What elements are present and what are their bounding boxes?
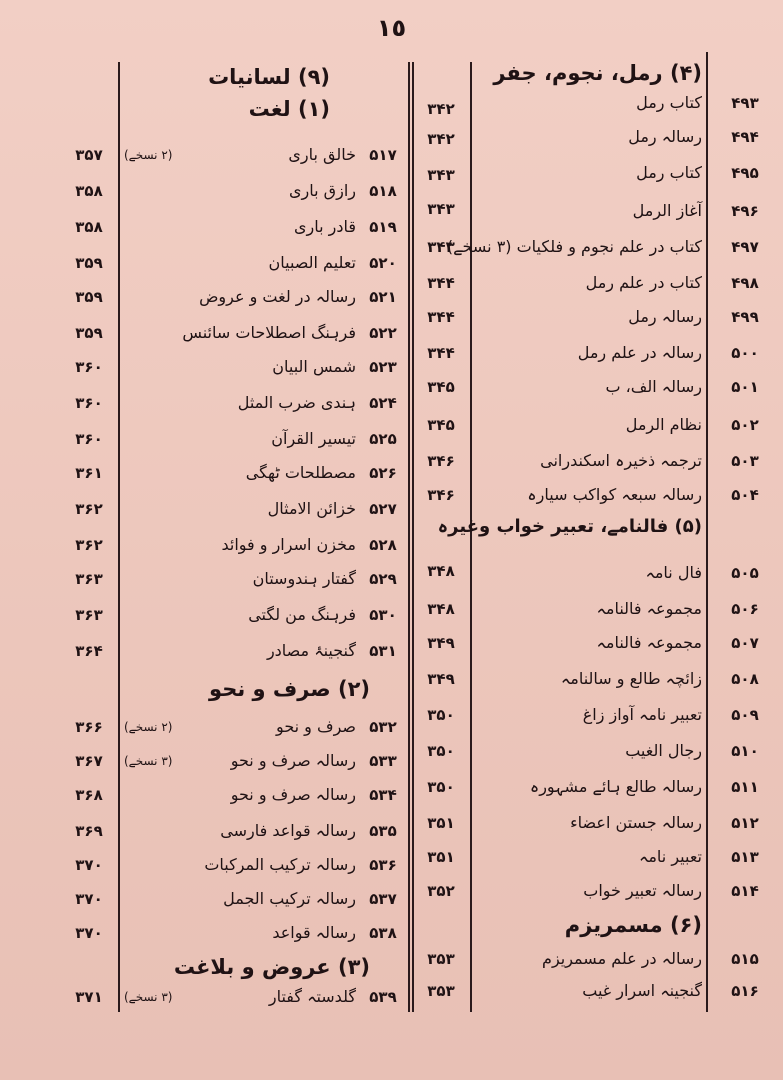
column-rule [408, 62, 410, 1012]
entry-title: کتاب در علم رمل [585, 273, 702, 292]
entry-number: ۵۱۸ [369, 182, 397, 200]
entry-number: ۵۳۴ [369, 786, 397, 804]
entry-number: ۵۱۲ [731, 814, 759, 832]
entry-number: ۴۹۵ [731, 164, 759, 182]
page-ref: ۳۵۱ [427, 848, 455, 866]
entry-number: ۵۳۶ [369, 856, 397, 874]
entry-number: ۵۲۶ [369, 464, 397, 482]
page-ref: ۳۶۳ [75, 570, 103, 588]
entry-title: رسالہ طالع ہائے مشہورہ [529, 777, 702, 796]
entry-title: نظام الرمل [625, 415, 702, 434]
section-heading-mesmerism: (۶) مسمریزم [564, 913, 702, 937]
entry-number: ۵۲۵ [369, 430, 397, 448]
entry-number: ۵۰۴ [731, 486, 759, 504]
page-ref: ۳۶۰ [75, 430, 103, 448]
entry-title: تعبیر نامہ [638, 847, 702, 866]
subsection-heading-lughat: (۱) لغت [248, 97, 330, 121]
entry-title: تعلیم الصبیان [268, 253, 356, 272]
page-ref: ۳۷۰ [75, 924, 103, 942]
entry-title: کتاب رمل [636, 163, 702, 182]
page-ref: ۳۴۹ [427, 634, 455, 652]
entry-title: رجال الغیب [625, 741, 702, 760]
page-ref: ۳۴۸ [427, 562, 455, 580]
page-ref: ۳۴۲ [427, 130, 455, 148]
entry-title: رسالہ رمل [628, 307, 702, 326]
entry-note: (۲ نسخے) [124, 148, 173, 162]
entry-title: شمس البیان [272, 357, 356, 376]
entry-number: ۵۱۹ [369, 218, 397, 236]
column-rule [706, 52, 708, 1012]
section-heading-falname: (۵) فالنامے، تعبیر خواب وغیرہ [437, 516, 702, 537]
entry-title: رسالہ در لغت و عروض [199, 287, 356, 306]
entry-number: ۵۲۴ [369, 394, 397, 412]
entry-title: رسالہ قواعد فارسی [220, 821, 356, 840]
entry-title: رسالہ سبعہ کواکب سیارہ [527, 485, 702, 504]
entry-note: (۲ نسخے) [124, 720, 173, 734]
page-ref: ۳۷۰ [75, 890, 103, 908]
entry-number: ۵۱۶ [731, 982, 759, 1000]
entry-number: ۵۲۹ [369, 570, 397, 588]
page-ref: ۳۴۳ [427, 166, 455, 184]
page-ref: ۳۵۹ [75, 288, 103, 306]
page-ref: ۳۵۸ [75, 218, 103, 236]
entry-number: ۵۲۱ [369, 288, 397, 306]
page-ref: ۳۵۹ [75, 254, 103, 272]
entry-number: ۵۲۲ [369, 324, 397, 342]
page-ref: ۳۶۲ [75, 536, 103, 554]
page-ref: ۳۴۵ [427, 416, 455, 434]
entry-number: ۵۰۷ [731, 634, 759, 652]
entry-title: خزائن الامثال [267, 499, 356, 518]
page-ref: ۳۴۵ [427, 378, 455, 396]
entry-number: ۵۳۷ [369, 890, 397, 908]
entry-title: رسالہ صرف و نحو [230, 751, 356, 770]
entry-number: ۵۳۰ [369, 606, 397, 624]
entry-number: ۵۰۰ [731, 344, 759, 362]
entry-number: ۵۲۷ [369, 500, 397, 518]
page-ref: ۳۵۸ [75, 182, 103, 200]
entry-number: ۵۳۵ [369, 822, 397, 840]
entry-number: ۵۰۲ [731, 416, 759, 434]
entry-title: رسالہ ترکیب المرکبات [204, 855, 356, 874]
page-ref: ۳۶۲ [75, 500, 103, 518]
page-ref: ۳۴۸ [427, 600, 455, 618]
entry-number: ۵۳۱ [369, 642, 397, 660]
entry-title: گفتار ہندوستان [252, 569, 356, 588]
entry-number: ۵۳۲ [369, 718, 397, 736]
section-heading-lisaniyat: (۹) لسانیات [208, 65, 330, 89]
page-ref: ۳۶۹ [75, 822, 103, 840]
page-ref: ۳۴۳ [427, 200, 455, 218]
page-ref: ۳۴۹ [427, 670, 455, 688]
page-ref: ۳۶۰ [75, 358, 103, 376]
entry-number: ۵۳۳ [369, 752, 397, 770]
column-rule [118, 62, 120, 1012]
entry-title: صرف و نحو [276, 717, 356, 736]
entry-number: ۵۱۵ [731, 950, 759, 968]
entry-number: ۵۰۶ [731, 600, 759, 618]
entry-title: فرہنگ اصطلاحات سائنس [182, 323, 356, 342]
entry-number: ۵۲۰ [369, 254, 397, 272]
page-ref: ۳۴۶ [427, 486, 455, 504]
entry-number: ۴۹۸ [731, 274, 759, 292]
page-ref: ۳۴۴ [427, 344, 455, 362]
page-ref: ۳۴۴ [427, 308, 455, 326]
entry-title: کتاب در علم نجوم و فلکیات (۳ نسخے) [446, 237, 702, 256]
entry-number: ۵۰۵ [731, 564, 759, 582]
entry-title: ہندی ضرب المثل [237, 393, 356, 412]
entry-title: زائچہ طالع و سالنامہ [560, 669, 702, 688]
page-ref: ۳۶۱ [75, 464, 103, 482]
page-number: ١٥ [376, 14, 407, 42]
entry-title: رسالہ جستن اعضاء [570, 813, 702, 832]
entry-number: ۴۹۹ [731, 308, 759, 326]
page-ref: ۳۶۴ [75, 642, 103, 660]
entry-number: ۵۰۹ [731, 706, 759, 724]
entry-number: ۵۱۱ [731, 778, 759, 796]
page-ref: ۳۶۳ [75, 606, 103, 624]
page-ref: ۳۴۳ [427, 238, 455, 256]
entry-title: خالق باری [288, 145, 356, 164]
page-ref: ۳۴۲ [427, 100, 455, 118]
entry-title: آغاز الرمل [632, 201, 702, 220]
entry-title: گنجینہ اسرار غیب [582, 981, 702, 1000]
entry-note: (۳ نسخے) [124, 754, 173, 768]
entry-number: ۵۱۰ [731, 742, 759, 760]
entry-title: گنجینۂ مصادر [266, 641, 356, 660]
page-ref: ۳۶۷ [75, 752, 103, 770]
entry-number: ۵۲۳ [369, 358, 397, 376]
section-heading-ramal: (۴) رمل، نجوم، جفر [493, 61, 702, 85]
page-ref: ۳۵۹ [75, 324, 103, 342]
entry-title: رسالہ در علم مسمریزم [542, 949, 702, 968]
subsection-heading-aruz: (۳) عروض و بلاغت [173, 955, 370, 979]
page-ref: ۳۷۰ [75, 856, 103, 874]
entry-number: ۵۱۴ [731, 882, 759, 900]
entry-title: ترجمہ ذخیرہ اسکندرانی [540, 451, 702, 470]
entry-title: مصطلحات ٹھگی [245, 463, 356, 482]
entry-title: رسالہ ترکیب الجمل [223, 889, 356, 908]
page-ref: ۳۵۰ [427, 706, 455, 724]
entry-title: فرہنگ من لگتی [248, 605, 356, 624]
entry-title: فال نامہ [645, 563, 702, 582]
entry-number: ۵۱۳ [731, 848, 759, 866]
page-ref: ۳۶۰ [75, 394, 103, 412]
entry-title: رسالہ رمل [628, 127, 702, 146]
page-ref: ۳۷۱ [75, 988, 103, 1006]
page-ref: ۳۵۲ [427, 882, 455, 900]
entry-number: ۵۰۳ [731, 452, 759, 470]
page-ref: ۳۵۳ [427, 950, 455, 968]
entry-number: ۵۲۸ [369, 536, 397, 554]
page-ref: ۳۴۶ [427, 452, 455, 470]
entry-title: مجموعہ فالنامہ [596, 599, 702, 618]
entry-note: (۳ نسخے) [124, 990, 173, 1004]
entry-title: رسالہ صرف و نحو [230, 785, 356, 804]
subsection-heading-sarf: (۲) صرف و نحو [209, 677, 370, 701]
entry-title: رسالہ الف، ب [605, 377, 702, 396]
page-ref: ۳۶۶ [75, 718, 103, 736]
page-ref: ۳۴۴ [427, 274, 455, 292]
entry-title: کتاب رمل [636, 93, 702, 112]
entry-title: رسالہ در علم رمل [577, 343, 702, 362]
entry-number: ۵۰۸ [731, 670, 759, 688]
entry-title: رازق باری [289, 181, 356, 200]
entry-title: رسالہ تعبیر خواب [583, 881, 702, 900]
entry-title: گلدستہ گفتار [268, 987, 356, 1006]
entry-title: مخزن اسرار و فوائد [221, 535, 356, 554]
page-ref: ۳۵۰ [427, 742, 455, 760]
entry-number: ۵۱۷ [369, 146, 397, 164]
entry-number: ۵۳۸ [369, 924, 397, 942]
entry-title: قادر باری [293, 217, 356, 236]
entry-number: ۵۰۱ [731, 378, 759, 396]
page-ref: ۳۵۷ [75, 146, 103, 164]
page-ref: ۳۶۸ [75, 786, 103, 804]
entry-title: مجموعہ فالنامہ [596, 633, 702, 652]
entry-number: ۴۹۴ [731, 128, 759, 146]
entry-title: تیسیر القرآن [271, 429, 356, 448]
page-ref: ۳۵۳ [427, 982, 455, 1000]
page-ref: ۳۵۰ [427, 778, 455, 796]
entry-title: رسالہ قواعد [272, 923, 356, 942]
entry-number: ۴۹۳ [731, 94, 759, 112]
entry-number: ۴۹۶ [731, 202, 759, 220]
entry-number: ۴۹۷ [731, 238, 759, 256]
entry-title: تعبیر نامہ آواز زاغ [582, 705, 702, 724]
entry-number: ۵۳۹ [369, 988, 397, 1006]
page-ref: ۳۵۱ [427, 814, 455, 832]
